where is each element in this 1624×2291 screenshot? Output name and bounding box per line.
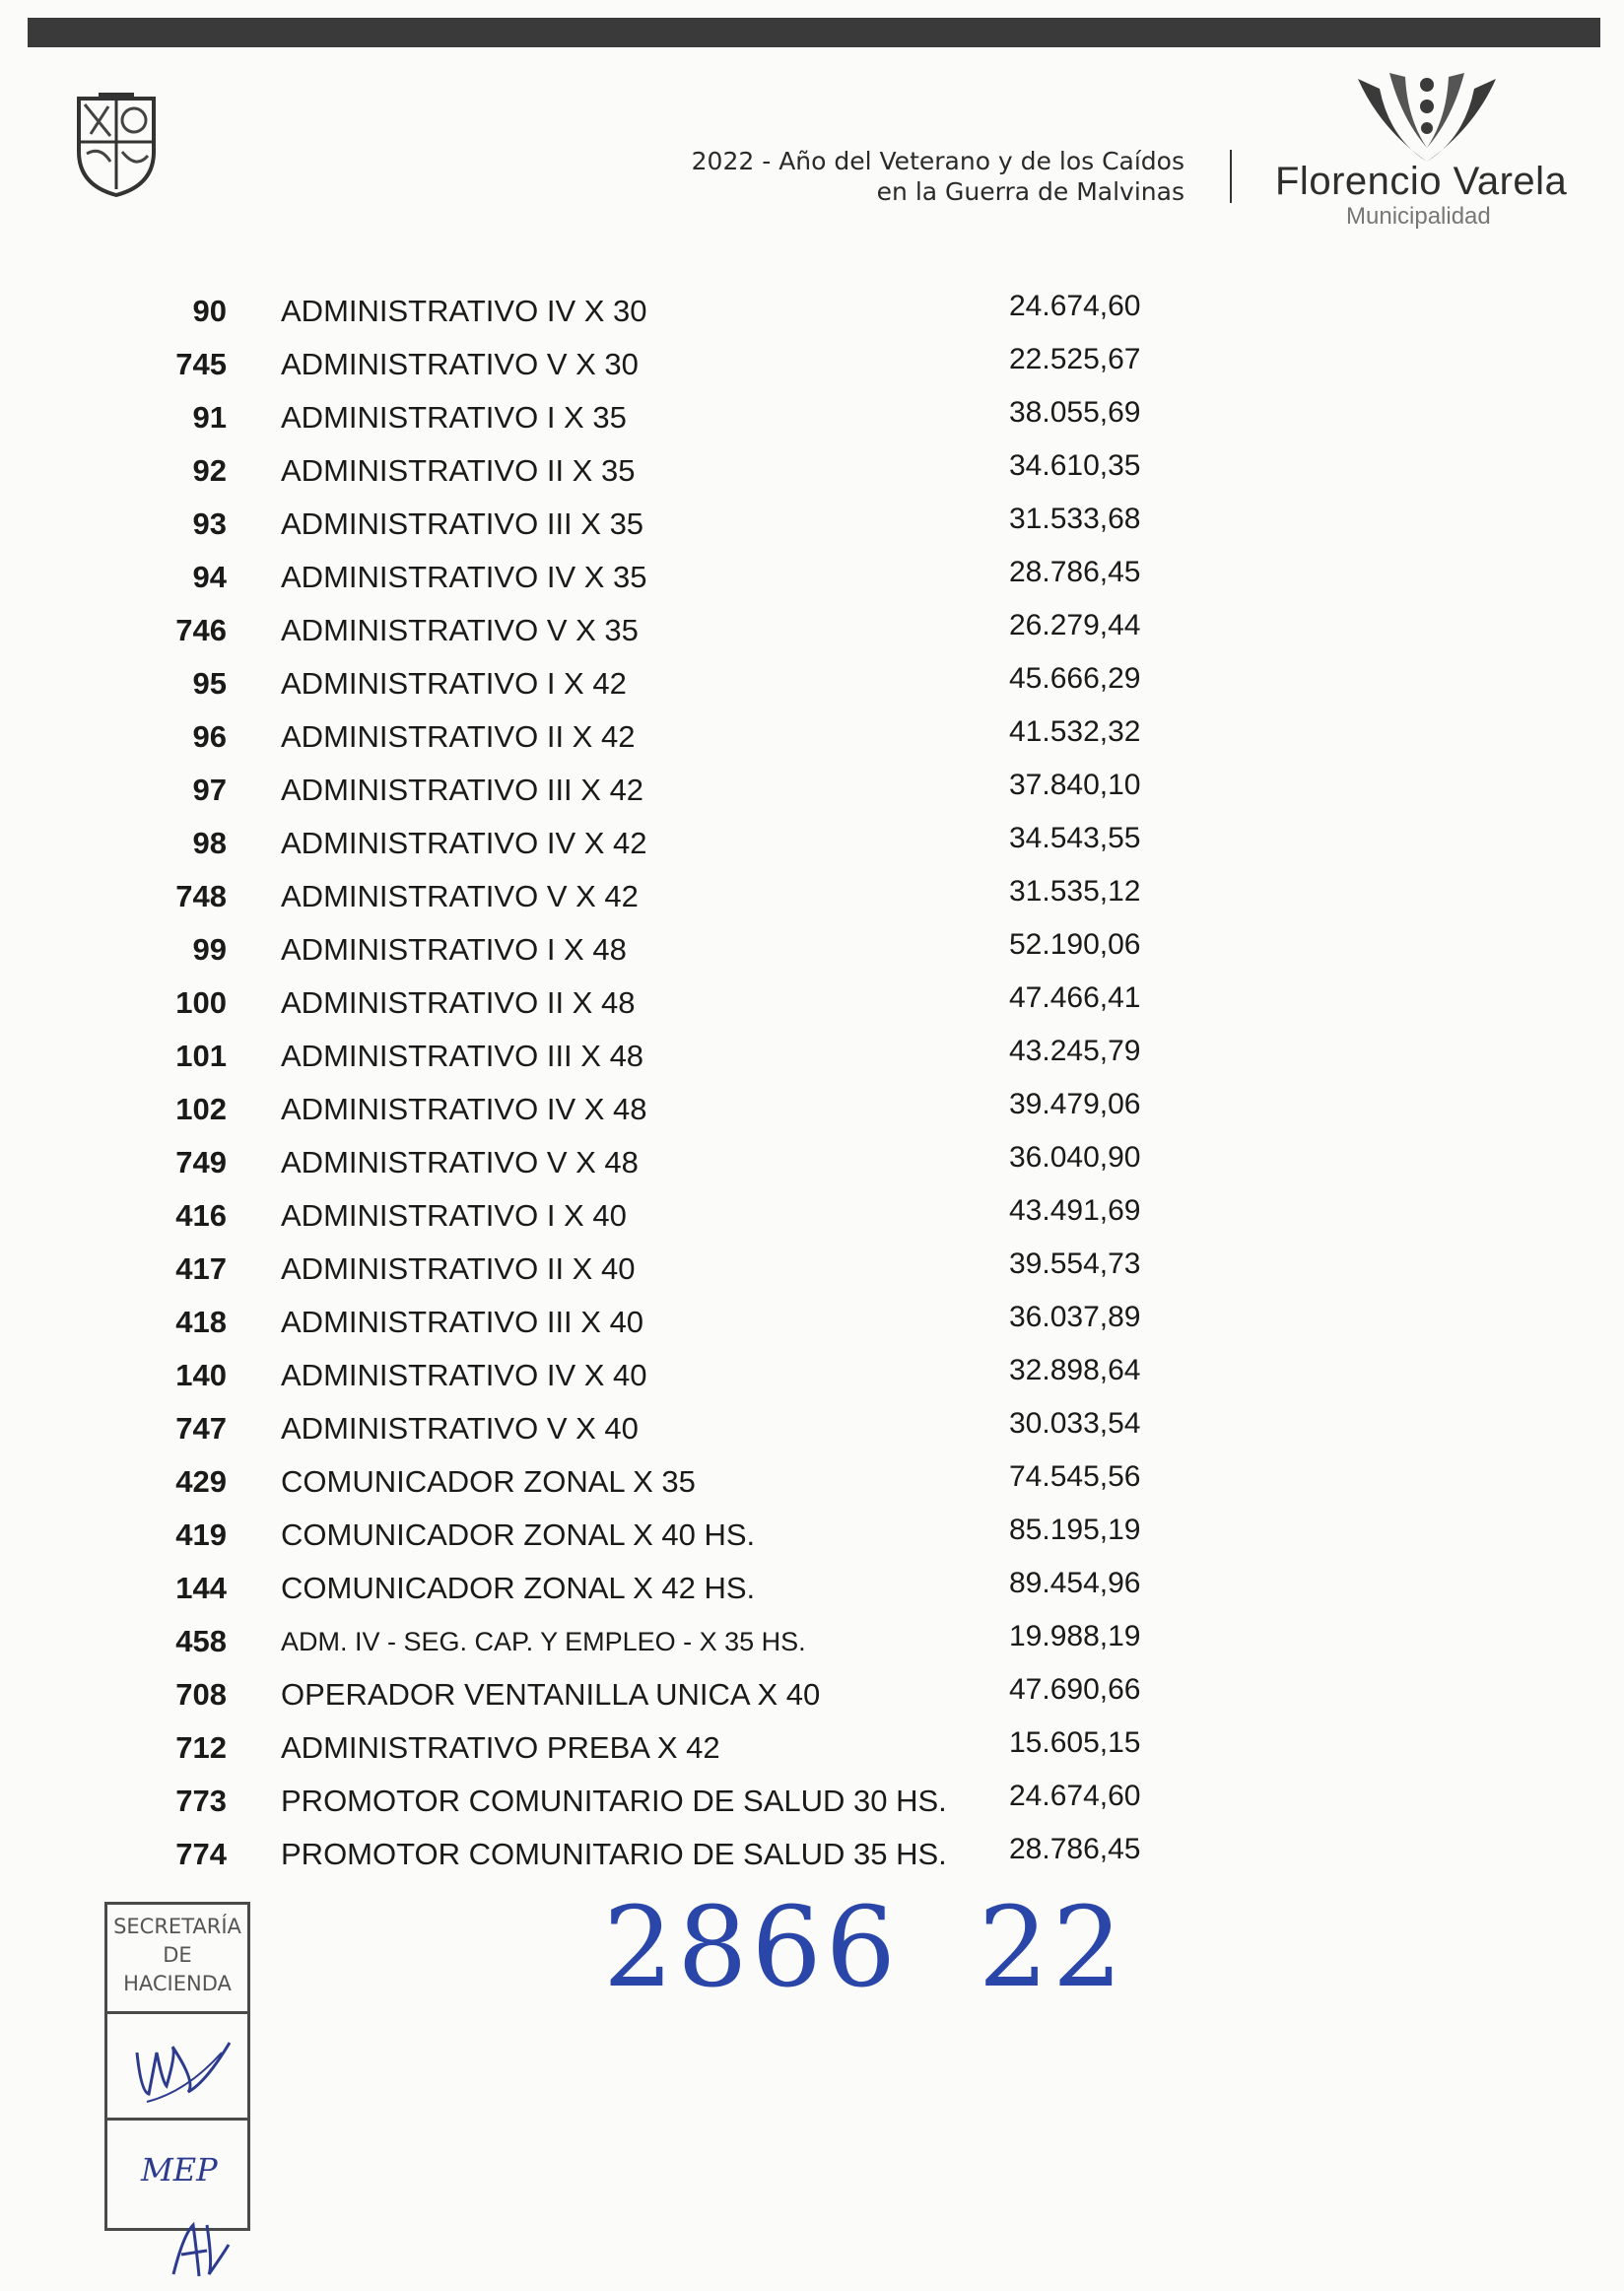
row-amount: 36.037,89 [1009, 1301, 1141, 1333]
row-amount: 22.525,67 [1009, 343, 1141, 375]
row-code: 708 [175, 1677, 227, 1712]
row-description: COMUNICADOR ZONAL X 35 [281, 1464, 696, 1499]
table-row [0, 1618, 1624, 1671]
table-row [0, 1405, 1624, 1458]
row-code: 144 [175, 1571, 227, 1605]
row-amount: 28.786,45 [1009, 556, 1141, 588]
row-description: ADMINISTRATIVO III X 40 [281, 1305, 644, 1339]
florencio-varela-logo-icon [1350, 69, 1504, 168]
row-code: 773 [175, 1784, 227, 1818]
row-description: COMUNICADOR ZONAL X 42 HS. [281, 1571, 756, 1605]
row-description: ADMINISTRATIVO V X 42 [281, 879, 639, 913]
stamp-line-2: DE [163, 1943, 192, 1967]
table-row [0, 607, 1624, 660]
row-code: 91 [192, 400, 227, 435]
row-code: 416 [175, 1198, 227, 1233]
row-code: 748 [175, 879, 227, 913]
stamp-line-1: SECRETARÍA [113, 1915, 241, 1938]
row-code: 418 [175, 1305, 227, 1339]
row-code: 458 [175, 1624, 227, 1658]
row-code: 99 [192, 932, 227, 967]
row-description: COMUNICADOR ZONAL X 40 HS. [281, 1517, 756, 1552]
row-amount: 34.610,35 [1009, 449, 1141, 482]
row-amount: 41.532,32 [1009, 715, 1141, 748]
row-amount: 31.533,68 [1009, 503, 1141, 535]
table-row [0, 1565, 1624, 1618]
row-code: 90 [192, 294, 227, 328]
row-code: 774 [175, 1837, 227, 1871]
row-description: ADMINISTRATIVO IV X 42 [281, 826, 647, 860]
row-description: ADMINISTRATIVO II X 48 [281, 985, 636, 1020]
row-amount: 47.466,41 [1009, 981, 1141, 1014]
brand-subtitle: Municipalidad [1346, 203, 1491, 230]
row-description: ADMINISTRATIVO II X 40 [281, 1251, 636, 1286]
table-row [0, 1458, 1624, 1512]
row-description: ADMINISTRATIVO IV X 30 [281, 294, 647, 328]
stamp-divider [107, 2011, 247, 2014]
row-amount: 32.898,64 [1009, 1354, 1141, 1386]
hacienda-stamp [104, 1902, 250, 2231]
row-code: 712 [175, 1730, 227, 1765]
table-row [0, 501, 1624, 554]
row-code: 98 [192, 826, 227, 860]
row-description: ADMINISTRATIVO IV X 48 [281, 1092, 647, 1126]
table-row [0, 1192, 1624, 1246]
row-code: 429 [175, 1464, 227, 1499]
row-amount: 26.279,44 [1009, 609, 1141, 641]
row-code: 96 [192, 719, 227, 754]
row-description: PROMOTOR COMUNITARIO DE SALUD 35 HS. [281, 1837, 947, 1871]
row-code: 94 [192, 560, 227, 594]
table-row [0, 820, 1624, 873]
table-row [0, 1033, 1624, 1086]
motto-text [692, 146, 1184, 207]
row-amount: 30.033,54 [1009, 1407, 1141, 1440]
table-row [0, 1778, 1624, 1831]
signature-icon [127, 2023, 236, 2112]
row-amount: 19.988,19 [1009, 1620, 1141, 1652]
row-amount: 74.545,56 [1009, 1460, 1141, 1493]
row-amount: 43.245,79 [1009, 1035, 1141, 1067]
row-amount: 43.491,69 [1009, 1194, 1141, 1227]
row-code: 92 [192, 453, 227, 488]
row-amount: 36.040,90 [1009, 1141, 1141, 1174]
table-row [0, 873, 1624, 926]
row-amount: 34.543,55 [1009, 822, 1141, 854]
row-description: ADMINISTRATIVO III X 35 [281, 506, 644, 541]
row-amount: 15.605,15 [1009, 1726, 1141, 1759]
row-code: 745 [175, 347, 227, 381]
table-row [0, 394, 1624, 447]
table-row [0, 713, 1624, 767]
row-amount: 85.195,19 [1009, 1514, 1141, 1546]
header-divider [1230, 150, 1232, 203]
row-amount: 24.674,60 [1009, 1780, 1141, 1812]
table-row [0, 1299, 1624, 1352]
row-description: ADMINISTRATIVO PREBA X 42 [281, 1730, 720, 1765]
stamp-initials: MEP [141, 2151, 218, 2189]
row-description: ADMINISTRATIVO V X 30 [281, 347, 639, 381]
row-description: ADMINISTRATIVO II X 42 [281, 719, 636, 754]
row-code: 749 [175, 1145, 227, 1179]
table-row [0, 660, 1624, 713]
row-description: ADMINISTRATIVO IV X 40 [281, 1358, 647, 1392]
document-number: 2866 22 [603, 1884, 1127, 2012]
row-description: ADM. IV - SEG. CAP. Y EMPLEO - X 35 HS. [281, 1627, 806, 1656]
table-row [0, 1246, 1624, 1299]
row-description: ADMINISTRATIVO III X 42 [281, 773, 644, 807]
row-code: 100 [175, 985, 227, 1020]
row-description: ADMINISTRATIVO V X 40 [281, 1411, 639, 1446]
municipal-crest-icon [71, 91, 162, 199]
top-border-bar [28, 18, 1600, 47]
row-amount: 45.666,29 [1009, 662, 1141, 695]
row-code: 93 [192, 506, 227, 541]
row-description: ADMINISTRATIVO III X 48 [281, 1039, 644, 1073]
row-description: ADMINISTRATIVO IV X 35 [281, 560, 647, 594]
row-code: 102 [175, 1092, 227, 1126]
signature-icon [164, 2215, 233, 2284]
row-description: OPERADOR VENTANILLA UNICA X 40 [281, 1677, 821, 1712]
table-row [0, 1724, 1624, 1778]
row-code: 417 [175, 1251, 227, 1286]
table-row [0, 1671, 1624, 1724]
row-amount: 38.055,69 [1009, 396, 1141, 429]
row-code: 746 [175, 613, 227, 647]
table-row [0, 554, 1624, 607]
row-amount: 52.190,06 [1009, 928, 1141, 961]
stamp-divider [107, 2118, 247, 2121]
table-row [0, 341, 1624, 394]
row-amount: 24.674,60 [1009, 290, 1141, 322]
row-amount: 31.535,12 [1009, 875, 1141, 908]
row-amount: 28.786,45 [1009, 1833, 1141, 1865]
row-amount: 39.479,06 [1009, 1088, 1141, 1120]
table-row [0, 288, 1624, 341]
row-description: ADMINISTRATIVO I X 35 [281, 400, 627, 435]
table-row [0, 1831, 1624, 1884]
row-description: ADMINISTRATIVO I X 48 [281, 932, 627, 967]
table-row [0, 926, 1624, 979]
salary-table [0, 288, 1624, 1884]
row-code: 140 [175, 1358, 227, 1392]
stamp-text [107, 1913, 247, 1998]
brand-name: Florencio Varela [1275, 160, 1568, 203]
row-code: 747 [175, 1411, 227, 1446]
table-row [0, 1512, 1624, 1565]
row-code: 419 [175, 1517, 227, 1552]
row-amount: 89.454,96 [1009, 1567, 1141, 1599]
row-description: ADMINISTRATIVO II X 35 [281, 453, 636, 488]
row-amount: 37.840,10 [1009, 769, 1141, 801]
row-description: ADMINISTRATIVO I X 42 [281, 666, 627, 701]
motto-line-2: en la Guerra de Malvinas [876, 177, 1184, 206]
table-row [0, 767, 1624, 820]
table-row [0, 1139, 1624, 1192]
table-row [0, 979, 1624, 1033]
motto-line-1: 2022 - Año del Veterano y de los Caídos [691, 147, 1184, 175]
row-code: 97 [192, 773, 227, 807]
table-row [0, 1352, 1624, 1405]
row-description: ADMINISTRATIVO I X 40 [281, 1198, 627, 1233]
row-code: 95 [192, 666, 227, 701]
table-row [0, 447, 1624, 501]
table-row [0, 1086, 1624, 1139]
row-description: ADMINISTRATIVO V X 35 [281, 613, 639, 647]
row-description: PROMOTOR COMUNITARIO DE SALUD 30 HS. [281, 1784, 947, 1818]
row-code: 101 [175, 1039, 227, 1073]
row-description: ADMINISTRATIVO V X 48 [281, 1145, 639, 1179]
stamp-line-3: HACIENDA [123, 1972, 232, 1995]
row-amount: 39.554,73 [1009, 1247, 1141, 1280]
row-amount: 47.690,66 [1009, 1673, 1141, 1706]
